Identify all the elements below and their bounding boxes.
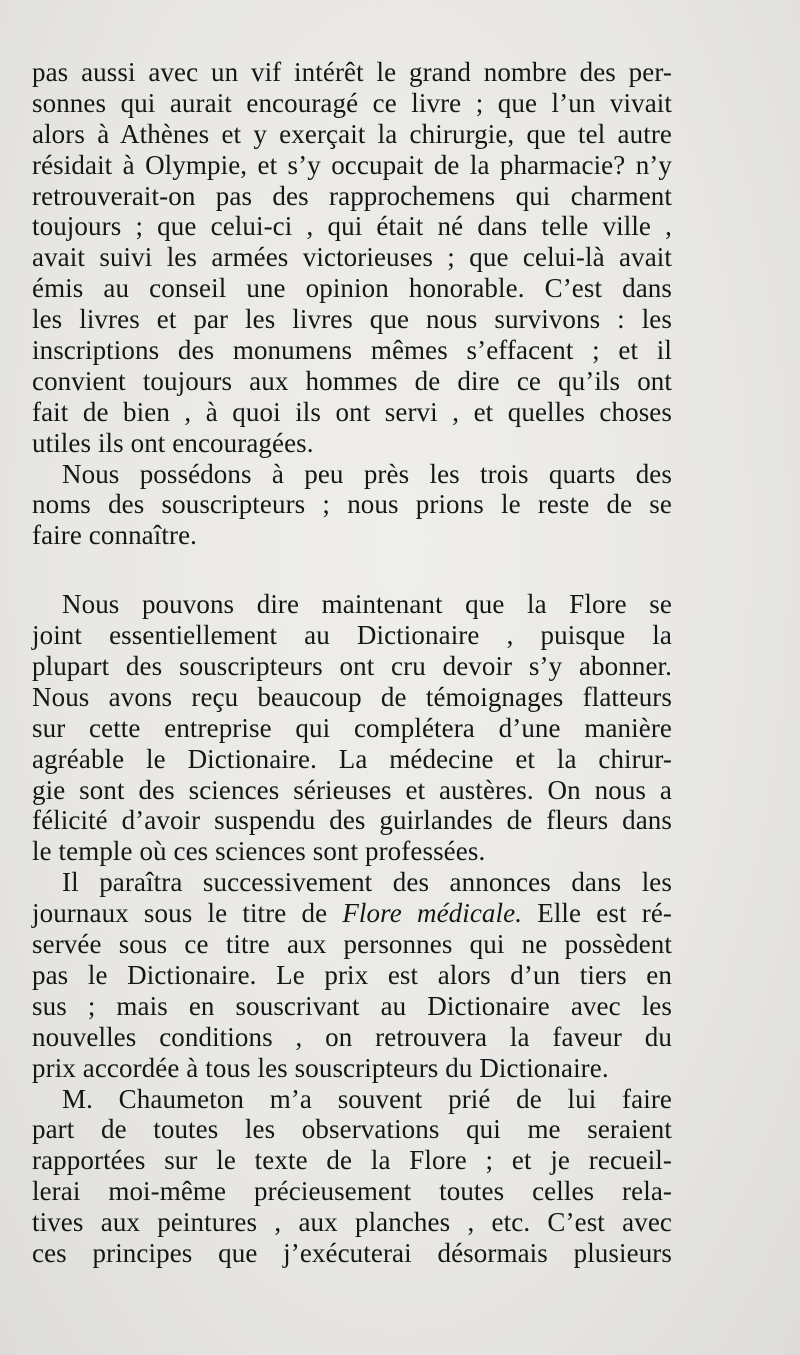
text-line: sonnes qui aurait encouragé ce livre ; que l’un vivait xyxy=(32,87,672,118)
text-line: noms des souscripteurs ; nous prions le reste de se xyxy=(32,489,672,520)
text-run: Elle est ré- xyxy=(522,898,672,929)
text-line: pas le Dictionaire. Le prix est alors d’un tiers en xyxy=(32,959,672,990)
text-line: gie sont des sciences sérieuses et austères. On nous a xyxy=(32,774,672,805)
text-line: prix accordée à tous les souscripteurs du Dictionaire. xyxy=(32,1052,609,1083)
page-body-text xyxy=(32,57,672,1269)
text-line: lerai moi-même précieusement toutes celles rela- xyxy=(32,1176,672,1207)
text-line: félicité d’avoir suspendu des guirlandes de fleurs dans xyxy=(32,805,672,836)
text-line: pas aussi avec un vif intérêt le grand nombre des per- xyxy=(32,57,672,87)
text-line: Nous possédons à peu près les trois quarts des xyxy=(62,458,672,489)
text-line: toujours ; que celui-ci , qui était né dans telle ville , xyxy=(32,211,672,242)
text-line: Nous pouvons dire maintenant que la Flore se xyxy=(62,589,672,620)
text-line: rapportées sur le texte de la Flore ; et je recueil- xyxy=(32,1145,672,1176)
text-line: tives aux peintures , aux planches , etc. C’est avec xyxy=(32,1207,672,1238)
section-gap xyxy=(32,551,672,589)
paragraph-2 xyxy=(32,459,672,552)
text-line: M. Chaumeton m’a souvent prié de lui faire xyxy=(62,1083,672,1114)
text-line: sus ; mais en souscrivant au Dictionaire avec les xyxy=(32,990,672,1021)
text-line: nouvelles conditions , on retrouvera la faveur du xyxy=(32,1021,672,1052)
text-line: plupart des souscripteurs ont cru devoir s’y abonner. xyxy=(32,651,672,682)
paragraph-1 xyxy=(32,57,672,459)
text-line: alors à Athènes et y exerçait la chirurgie, que tel autre xyxy=(32,118,672,149)
text-line: Nous avons reçu beaucoup de témoignages flatteurs xyxy=(32,681,672,712)
text-line: ces principes que j’exécuterai désormais plusieurs xyxy=(32,1237,672,1268)
text-line: le temple où ces sciences sont professées. xyxy=(32,836,486,867)
text-line: utiles ils ont encouragées. xyxy=(32,427,314,458)
text-line: émis au conseil une opinion honorable. C’est dans xyxy=(32,273,672,304)
text-line: joint essentiellement au Dictionaire , puisque la xyxy=(32,620,672,651)
text-line: Il paraîtra successivement des annonces dans les xyxy=(62,867,672,898)
text-line: part de toutes les observations qui me seraient xyxy=(32,1114,672,1145)
text-line: avait suivi les armées victorieuses ; que celui-là avait xyxy=(32,242,672,273)
text-run: journaux sous le titre de xyxy=(32,898,343,929)
text-line xyxy=(32,898,672,929)
paragraph-3 xyxy=(32,589,672,867)
text-line: faire connaître. xyxy=(32,520,197,551)
book-title-flore-medicale: Flore médicale. xyxy=(342,898,523,929)
text-line: convient toujours aux hommes de dire ce qu’ils ont xyxy=(32,365,672,396)
text-line: inscriptions des monumens mêmes s’effacent ; et il xyxy=(32,335,672,366)
text-line: résidait à Olympie, et s’y occupait de la pharmacie? n’y xyxy=(32,149,672,180)
text-line: servée sous ce titre aux personnes qui ne possèdent xyxy=(32,929,672,960)
text-line: sur cette entreprise qui complétera d’une manière xyxy=(32,712,672,743)
paragraph-4 xyxy=(32,867,672,1083)
text-line: retrouverait-on pas des rapprochemens qui charment xyxy=(32,180,672,211)
paragraph-5 xyxy=(32,1084,672,1269)
text-line: agréable le Dictionaire. La médecine et la chirur- xyxy=(32,743,672,774)
text-line: fait de bien , à quoi ils ont servi , et quelles choses xyxy=(32,396,672,427)
text-line: les livres et par les livres que nous survivons : les xyxy=(32,304,672,335)
